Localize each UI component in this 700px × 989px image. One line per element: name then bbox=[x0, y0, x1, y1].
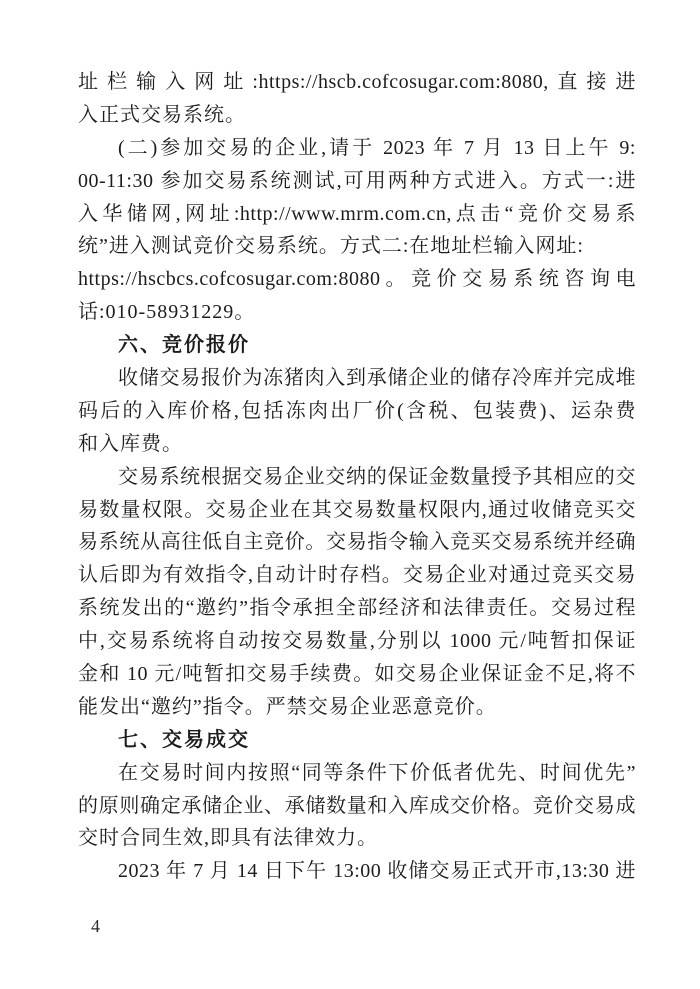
heading-section-six: 六、竞价报价 bbox=[118, 334, 250, 357]
doc-line-25: 2023 年 7 月 14 日下午 13:00 收储交易正式开市,13:30 进 bbox=[118, 860, 636, 883]
doc-line-16: 认后即为有效指令,自动计时存档。交易企业对通过竞买交易 bbox=[78, 564, 636, 587]
doc-line-12: 和入库费。 bbox=[78, 432, 183, 455]
doc-line-19: 金和 10 元/吨暂扣交易手续费。如交易企业保证金不足,将不 bbox=[78, 663, 636, 686]
doc-line-4: 00-11:30 参加交易系统测试,可用两种方式进入。方式一:进 bbox=[78, 169, 636, 192]
doc-line-14: 易数量权限。交易企业在其交易数量权限内,通过收储竞买交 bbox=[78, 498, 636, 521]
page-number: 4 bbox=[91, 916, 100, 936]
doc-line-10: 收储交易报价为冻猪肉入到承储企业的储存冷库并完成堆 bbox=[118, 367, 636, 390]
doc-line-18: 中,交易系统将自动按交易数量,分别以 1000 元/吨暂扣保证 bbox=[78, 630, 636, 653]
doc-line-15: 易系统从高往低自主竞价。交易指令输入竞买交易系统并经确 bbox=[78, 531, 636, 554]
doc-line-7: https://hscbcs.cofcosugar.com:8080。竞价交易系统咨询电 bbox=[78, 268, 636, 291]
doc-line-24: 交时合同生效,即具有法律效力。 bbox=[78, 827, 378, 850]
doc-line-22: 在交易时间内按照“同等条件下价低者优先、时间优先” bbox=[118, 761, 636, 784]
doc-line-1: 址栏输入网址:https://hscb.cofcosugar.com:8080,直接进 bbox=[78, 71, 636, 93]
document-body bbox=[78, 66, 636, 888]
doc-line-20: 能发出“邀约”指令。严禁交易企业恶意竞价。 bbox=[78, 695, 497, 718]
doc-line-3: (二)参加交易的企业,请于 2023 年 7 月 13 日上午 9: bbox=[118, 136, 636, 159]
doc-line-17: 系统发出的“邀约”指令承担全部经济和法律责任。交易过程 bbox=[78, 597, 636, 620]
heading-section-seven: 七、交易成交 bbox=[118, 728, 250, 751]
doc-line-13: 交易系统根据交易企业交纳的保证金数量授予其相应的交 bbox=[118, 465, 636, 488]
doc-line-11: 码后的入库价格,包括冻肉出厂价(含税、包装费)、运杂费 bbox=[78, 399, 636, 422]
doc-line-8: 话:010-58931229。 bbox=[78, 301, 256, 324]
doc-line-5: 入华储网,网址:http://www.mrm.com.cn,点击“竞价交易系 bbox=[78, 202, 636, 225]
doc-line-23: 的原则确定承储企业、承储数量和入库成交价格。竞价交易成 bbox=[78, 794, 636, 817]
doc-line-6: 统”进入测试竞价交易系统。方式二:在地址栏输入网址: bbox=[78, 235, 584, 258]
doc-line-2: 入正式交易系统。 bbox=[78, 103, 246, 126]
